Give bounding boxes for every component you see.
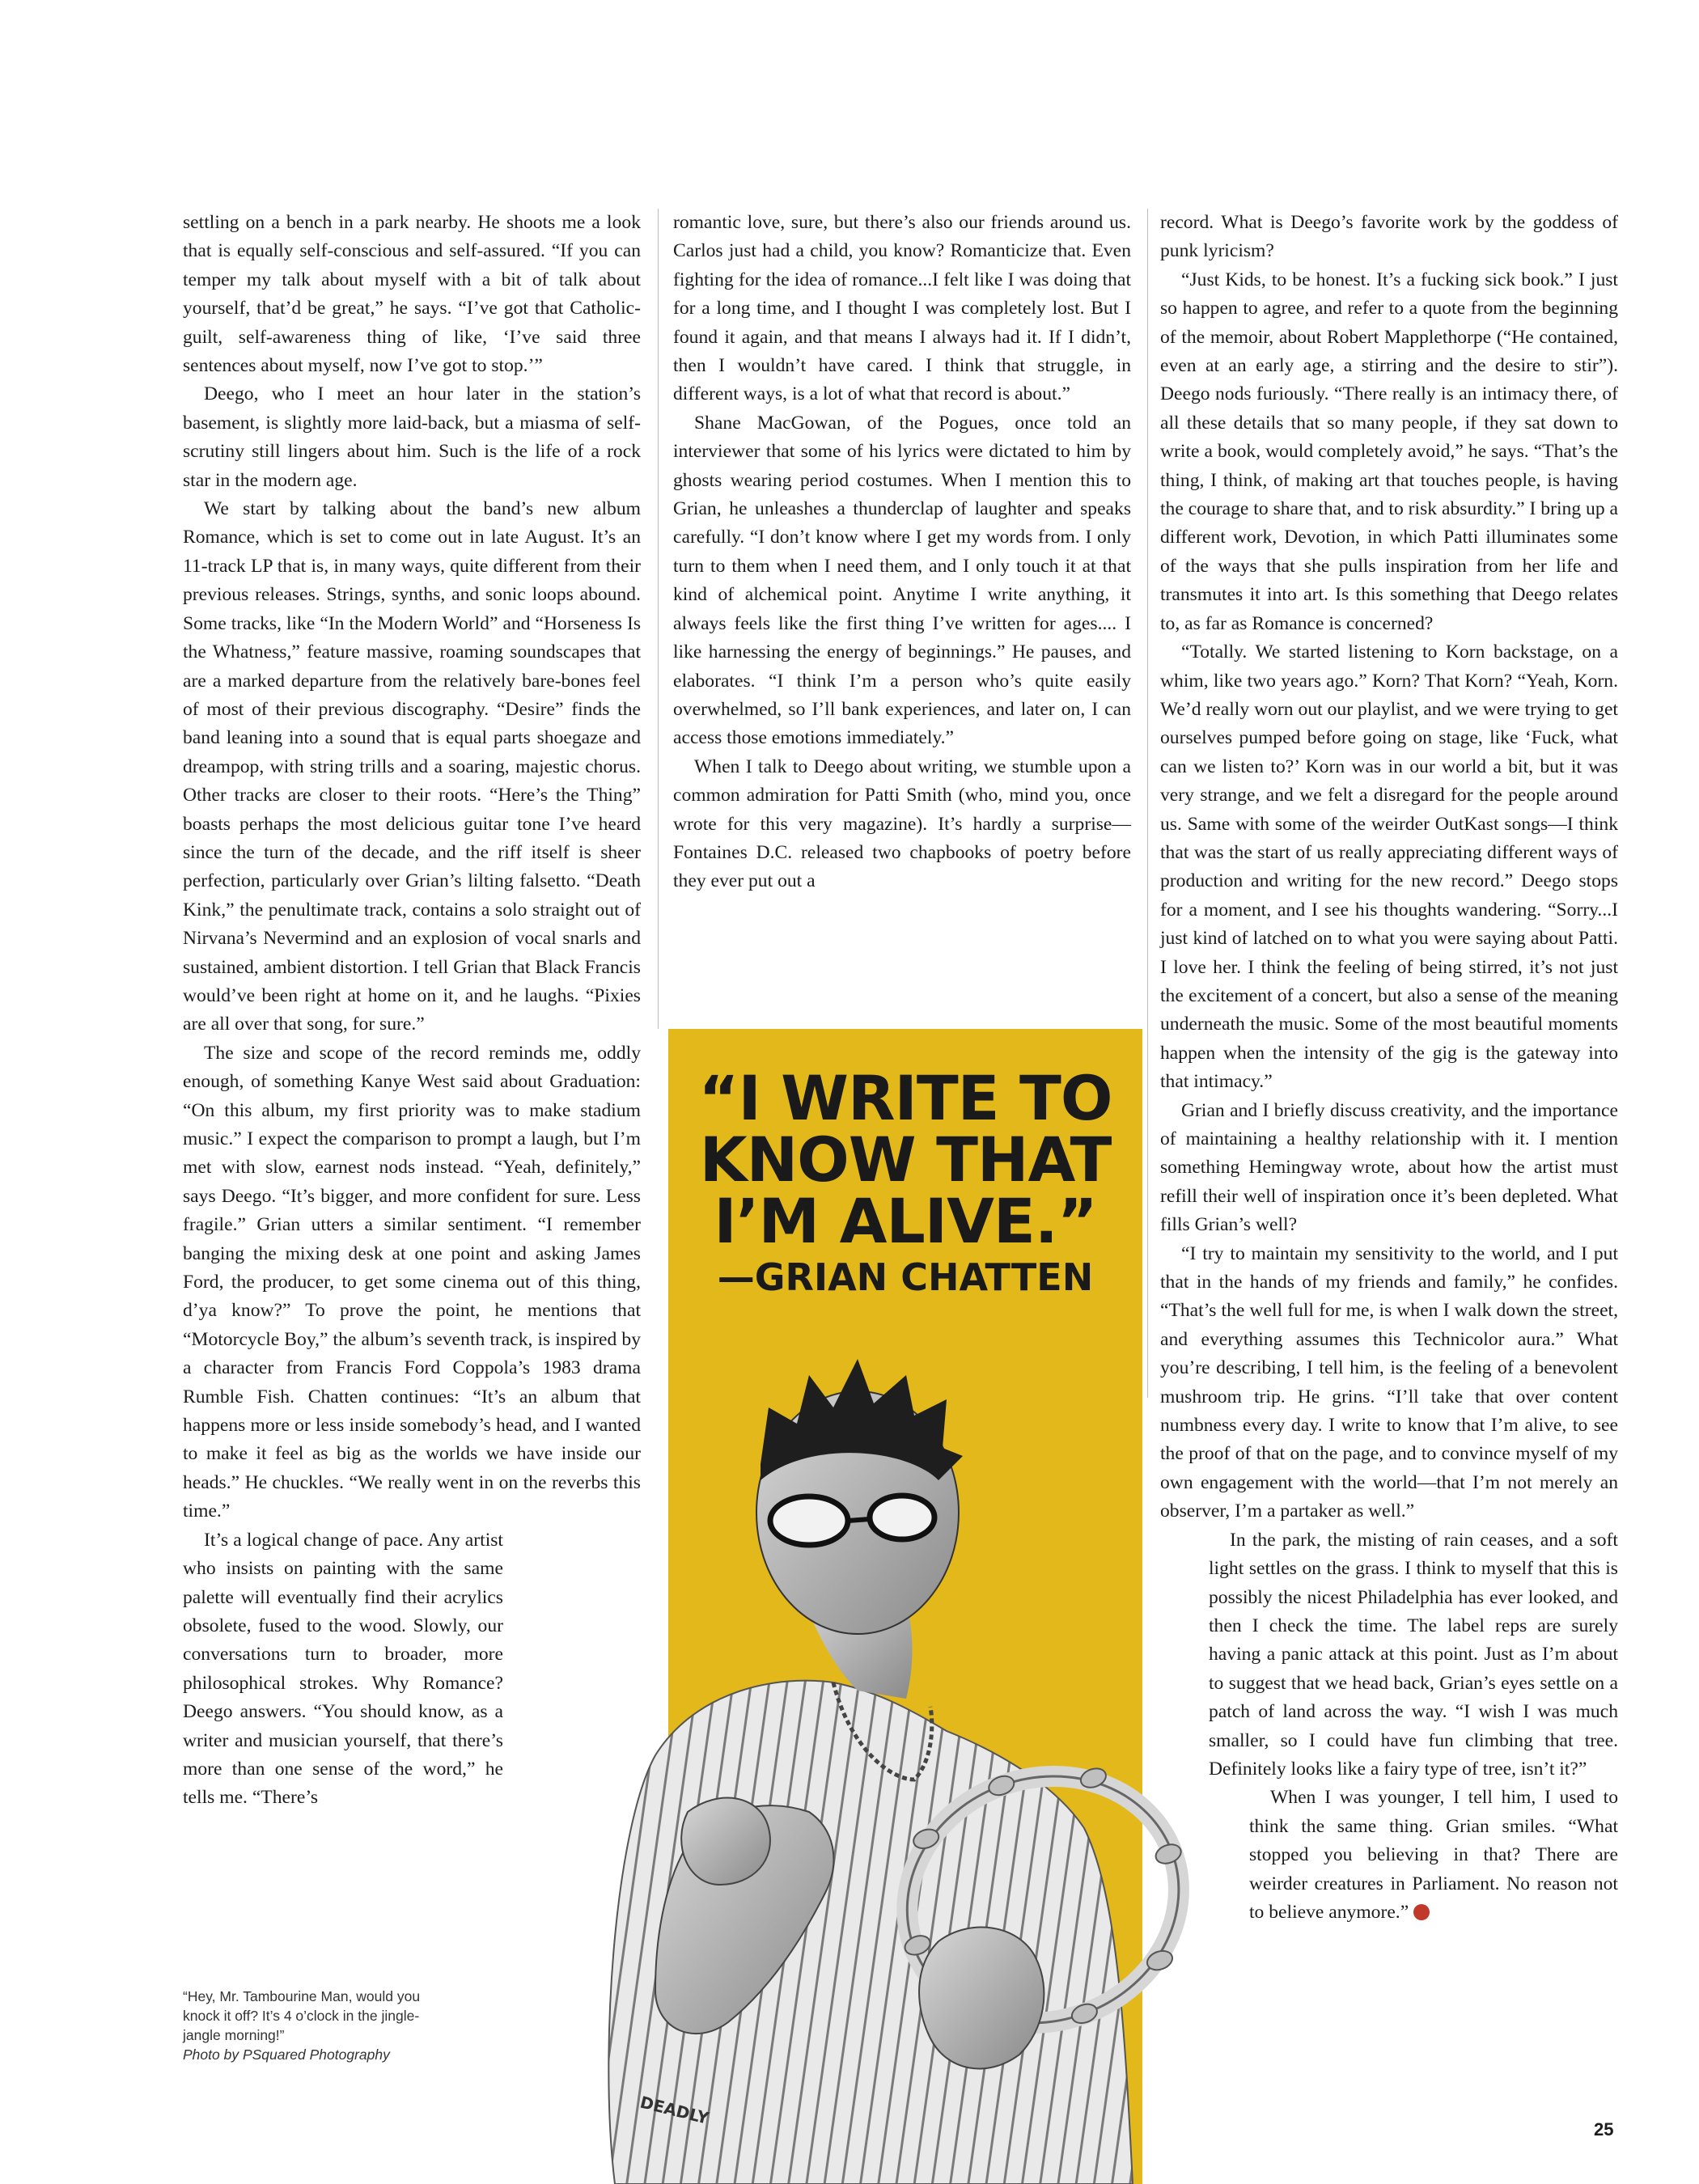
paragraph: “Totally. We started listening to Korn backstage, on a whim, like two years ago.” Korn? That Korn? “Yeah, Korn. We’d really worn out our playlist, and we were trying to get ourselves pumped before going on stage, like ‘Fuck, what can we listen to?’ Korn was in our world a bit, but it was very strange, and we felt a disregard for the people around us. Same with some of the weirder OutKast songs—I think that was the start of us really appreciating different ways of production and writing for the new record.” Deego stops for a moment, and I see his thoughts wandering. “Sorry...I just kind of latched on to what you were saying about Patti. I love her. I think the feeling of being stirred, it’s not just the excitement of a concert, but also a sense of the meaning underneath the music. Some of the most beautiful moments happen when the intensity of the gig is the gateway into that intimacy.”	[1160, 641, 1618, 1093]
paragraph: It’s a logical change of pace. Any artist who insists on painting with the same palette will eventually find their acrylics obsolete, fused to the wood. Slowly, our conversations turn to broader, more philosophical strokes. Why Romance? Deego answers. “You should know, as a writer and musician yourself, that there’s more than one sense of the word,” he tells me. “There’s	[183, 1529, 503, 1809]
musician-photo	[566, 1327, 1304, 2184]
pull-quote-attribution: —GRIAN CHATTEN	[717, 1255, 1094, 1299]
sunglasses-right-lens	[870, 1496, 934, 1539]
hand-shape	[919, 1928, 1044, 2069]
sunglasses-left-lens	[770, 1496, 848, 1545]
paragraph: When I talk to Deego about writing, we stumble upon a common admiration for Patti Smith (who, mind you, once wrote for this very magazine). It’s hardly a surprise—Fontaines D.C. released two chapbooks of poetry before they ever put out a	[673, 756, 1131, 892]
pull-quote-line: “I WRITE TO	[698, 1062, 1112, 1134]
paragraph: romantic love, sure, but there’s also our friends around us. Carlos just had a child, you know? Romanticize that. Even fighting for the idea of romance...I felt like I was doing that for a long time, and I thought I was completely lost. But I found it again, and that means I always had it. If I didn’t, then I wouldn’t have cared. I think that struggle, in different ways, is a lot of what that record is about.”	[673, 212, 1131, 405]
paragraph: record. What is Deego’s favorite work by the goddess of punk lyricism?	[1160, 212, 1618, 262]
paragraph: Grian and I briefly discuss creativity, and the importance of maintaining a healthy relationship with it. I mention something Hemingway wrote, about how the artist must refill their well of inspiration once it’s been depleted. What fills Grian’s well?	[1160, 1099, 1618, 1236]
end-mark-icon	[1413, 1904, 1430, 1920]
pull-quote-line: KNOW THAT	[699, 1124, 1112, 1196]
paragraph: In the park, the misting of rain ceases, and a soft light settles on the grass. I think to myself that this is possibly the nicest Philadelphia has ever looked, and then I check the time. The label reps are surely having a panic attack at this point. Just as I’m about to suggest that we head back, Grian’s eyes settle on a patch of land across the way. “I wish I was much smaller, so I could have fun climbing that tree. Definitely looks like a fairy type of tree, isn’t it?”	[1209, 1529, 1618, 1780]
fist-shape	[681, 1798, 770, 1885]
paragraph: Shane MacGowan, of the Pogues, once told an interviewer that some of his lyrics were dictated to him by ghosts wearing period costumes. When I mention this to Grian, he unleashes a thunderclap of laughter and speaks carefully. “I don’t know where I get my words from. I only turn to them when I need them, and I only touch it at that kind of alchemical point. Anytime I write anything, it always feels like the first thing I’ve written for ages.... I like harnessing the energy of beginnings.” He pauses, and elaborates. “I think I’m a person who’s quite easily overwhelmed, so I’ll bank experiences, and later on, I can access those emotions immediately.”	[673, 412, 1131, 749]
article-column-2	[673, 209, 1131, 896]
pull-quote	[668, 1062, 1142, 1257]
paragraph: settling on a bench in a park nearby. He shoots me a look that is equally self-conscious and self-assured. “If you can temper my talk about myself with a bit of talk about yourself, that’d be great,” he says. “I’ve got that Catholic-guilt, self-awareness thing of like, ‘I’ve said three sentences about myself, now I’ve got to stop.’”	[183, 212, 641, 377]
tattoo-text: DEADLY	[638, 2092, 711, 2128]
paragraph: “I try to maintain my sensitivity to the world, and I put that in the hands of my friends and family,” he confides. “That’s the well full for me, is when I walk down the street, and everything assumes this Technicolor aura.” What you’re describing, I tell him, is the feeling of a benevolent mushroom trip. He grins. “I’ll take that over content numbness every day. I write to know that I’m alive, to see the proof of that on the page, and to convince myself of my own engagement with the world—that I’m not merely an observer, I’m a partaker as well.”	[1160, 1242, 1618, 1522]
paragraph	[1249, 1784, 1618, 1927]
paragraph-text: When I was younger, I tell him, I used to think the same thing. Grian smiles. “What stopped you believing in that? There are weirder creatures in Parliament. No reason not to believe anymore.”	[1249, 1787, 1618, 1923]
column-divider	[1147, 209, 1148, 1398]
photo-credit: Photo by PSquared Photography	[183, 2046, 390, 2063]
paragraph: “Just Kids, to be honest. It’s a fucking sick book.” I just so happen to agree, and refer to a quote from the beginning of the memoir, about Robert Mapplethorpe (“He contained, even at an early age, a stirring and the desire to stir”). Deego nods furiously. “There really is an intimacy there, of all these details that so many people, if they sat down to write a book, would completely avoid,” he says. “That’s the thing, I think, of making art that touches people, is having the courage to share that, and to risk absurdity.” I bring up a different work, Devotion, in which Patti illuminates some of the ways that she pulls inspiration from her life and transmutes it into art. Is this something that Deego relates to, as far as Romance is concerned?	[1160, 269, 1618, 634]
caption-text: “Hey, Mr. Tambourine Man, would you knock it off? It’s 4 o’clock in the jingle-jangle morning!”	[183, 1988, 421, 2043]
pull-quote-line: I’M ALIVE.”	[714, 1185, 1097, 1257]
paragraph: The size and scope of the record reminds me, oddly enough, of something Kanye West said about Graduation: “On this album, my first priority was to make stadium music.” I expect the comparison to prompt a laugh, but I’m met with slow, earnest nods instead. “Yeah, definitely,” says Deego. “It’s bigger, and more confident for sure. Less fragile.” Grian utters a similar sentiment. “I remember banging the mixing desk at one point and asking James Ford, the producer, to get some cinema out of this thing, d’ya know?” To prove the point, he mentions that “Motorcycle Boy,” the album’s seventh track, is inspired by a character from Francis Ford Coppola’s 1983 drama Rumble Fish. Chatten continues: “It’s an album that happens more or less inside somebody’s head, and I wanted to make it feel as big as the worlds we have inside our heads.” He chuckles. “We really went in on the reverbs this time.”	[183, 1042, 641, 1522]
paragraph: Deego, who I meet an hour later in the station’s basement, is slightly more laid-back, but a miasma of self-scrutiny still lingers about him. Such is the life of a rock star in the modern age.	[183, 383, 641, 491]
photo-caption	[183, 1987, 450, 2064]
page-number: 25	[1594, 2119, 1614, 2140]
paragraph: We start by talking about the band’s new album Romance, which is set to come out in late August. It’s an 11-track LP that is, in many ways, quite different from their previous releases. Strings, synths, and sonic loops abound. Some tracks, like “In the Modern World” and “Horseness Is the Whatness,” feature massive, roaming soundscapes that are a marked departure from the relatively bare-bones feel of most of their previous discography. “Desire” finds the band leaning into a sound that is equal parts shoegaze and dreampop, with string trills and a soaring, majestic chorus. Other tracks are closer to their roots. “Here’s the Thing” boasts perhaps the most delicious guitar tone I’ve heard since the turn of the decade, and the riff itself is sheer perfection, particularly over Grian’s lilting falsetto. “Death Kink,” the penultimate track, contains a solo straight out of Nirvana’s Nevermind and an explosion of vocal snarls and sustained, ambient distortion. I tell Grian that Black Francis would’ve been right at home on it, and he laughs. “Pixies are all over that song, for sure.”	[183, 498, 641, 1035]
column-divider	[658, 209, 659, 1029]
